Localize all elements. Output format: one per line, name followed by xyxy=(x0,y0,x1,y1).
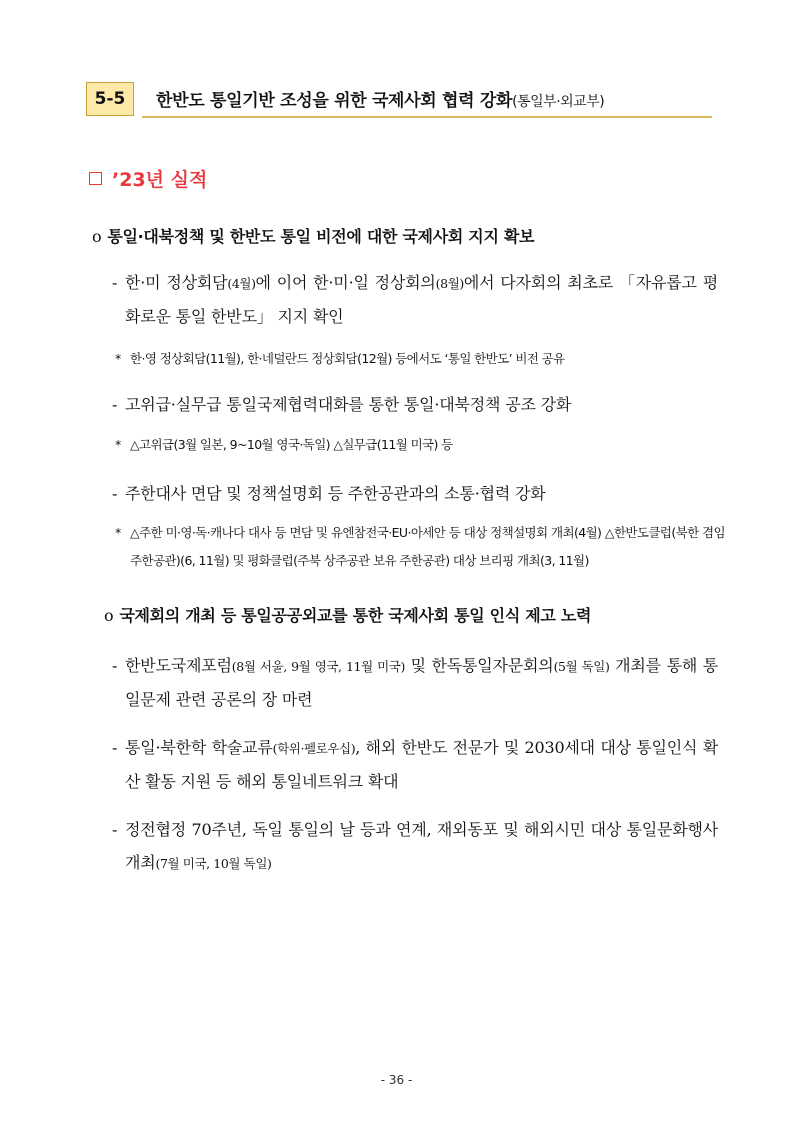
section-number-badge: 5-5 xyxy=(86,82,134,116)
section-title xyxy=(156,86,604,111)
dash-marker: - xyxy=(112,820,118,839)
note-text: △주한 미·영·독·캐나다 대사 등 면담 및 유엔참전국·EU·아세안 등 대상 정책설명회 개최(4월) △한반도클럽(북한 겸임 주한공관)(6, 11월) 및 평화클럽(주북 상주공관 보유 주한공관) 대상 브리핑 개최(3, 11월) xyxy=(130,525,725,568)
note-dialogue xyxy=(115,431,725,459)
page-number: - 36 - xyxy=(380,1073,413,1087)
item-embassy-cooperation xyxy=(112,477,718,510)
item-text-part: 에서 다자회의 최초로 「자유롭고 평화로운 통일 한반도」 지지 확인 xyxy=(125,273,718,326)
item-international-forum xyxy=(112,649,718,716)
item-text-part: 개최를 통해 통일문제 관련 공론의 장 마련 xyxy=(125,656,718,709)
bullet-policy-support xyxy=(92,224,534,247)
bullet-marker: o xyxy=(92,227,102,246)
note-summit xyxy=(115,345,725,373)
header-underline xyxy=(142,116,712,118)
item-text-small: (학위·펠로우십) xyxy=(272,741,356,756)
item-text-part: 한·미 정상회담 xyxy=(125,273,228,292)
note-star: * xyxy=(115,525,121,540)
item-text-small: (8월 서울, 9월 영국, 11월 미국) xyxy=(231,659,405,674)
note-text: 한·영 정상회담(11월), 한·네덜란드 정상회담(12월) 등에서도 ‘통일 한반도’ 비전 공유 xyxy=(130,351,565,366)
dash-marker: - xyxy=(112,656,118,675)
item-text: 주한대사 면담 및 정책설명회 등 주한공관과의 소통·협력 강화 xyxy=(125,484,546,503)
dash-marker: - xyxy=(112,738,118,757)
item-text-small: (7월 미국, 10월 독일) xyxy=(155,856,272,871)
note-star: * xyxy=(115,437,121,452)
bullet-marker: o xyxy=(104,606,114,625)
bullet-text: 국제회의 개최 등 통일공공외교를 통한 국제사회 통일 인식 제고 노력 xyxy=(119,606,592,625)
bullet-public-diplomacy xyxy=(104,603,591,626)
section-ministry: (통일부·외교부) xyxy=(512,94,605,110)
results-heading xyxy=(89,165,207,192)
item-culture-events xyxy=(112,813,718,880)
note-embassy xyxy=(115,519,725,575)
item-text-small: (8월) xyxy=(435,276,464,291)
item-text xyxy=(125,266,718,333)
item-text xyxy=(125,731,718,798)
note-text: △고위급(3월 일본, 9~10월 영국·독일) △실무급(11월 미국) 등 xyxy=(130,437,453,452)
dash-marker: - xyxy=(112,273,118,292)
note-star: * xyxy=(115,351,121,366)
item-text xyxy=(125,813,718,880)
item-text-part: 정전협정 70주년, 독일 통일의 날 등과 연계, 재외동포 및 해외시민 대상 통일문화행사 개최 xyxy=(125,820,718,872)
dash-marker: - xyxy=(112,484,118,503)
item-cooperation-dialogue xyxy=(112,388,718,421)
item-text-part: 에 이어 한·미·일 정상회의 xyxy=(255,273,436,292)
item-text-part: 통일·북한학 학술교류 xyxy=(125,738,273,757)
section-header xyxy=(86,82,712,118)
item-text-small: (4월) xyxy=(227,276,256,291)
item-text: 고위급·실무급 통일국제협력대화를 통한 통일·대북정책 공조 강화 xyxy=(125,395,572,414)
item-summit-support xyxy=(112,266,718,333)
section-title-text: 한반도 통일기반 조성을 위한 국제사회 협력 강화 xyxy=(156,91,513,111)
item-academic-exchange xyxy=(112,731,718,798)
item-text-part: 한반도국제포럼 xyxy=(125,656,232,675)
results-heading-text: ’23년 실적 xyxy=(112,169,208,191)
item-text-part: , 해외 한반도 전문가 및 2030세대 대상 통일인식 확산 활동 지원 등 해외 통일네트워크 확대 xyxy=(125,738,718,791)
item-text-small: (5월 독일) xyxy=(553,659,610,674)
bullet-text: 통일·대북정책 및 한반도 통일 비전에 대한 국제사회 지지 확보 xyxy=(107,227,535,246)
item-text-part: 및 한독통일자문회의 xyxy=(404,656,554,675)
square-bullet-icon xyxy=(89,172,102,185)
item-text xyxy=(125,649,718,716)
dash-marker: - xyxy=(112,395,118,414)
